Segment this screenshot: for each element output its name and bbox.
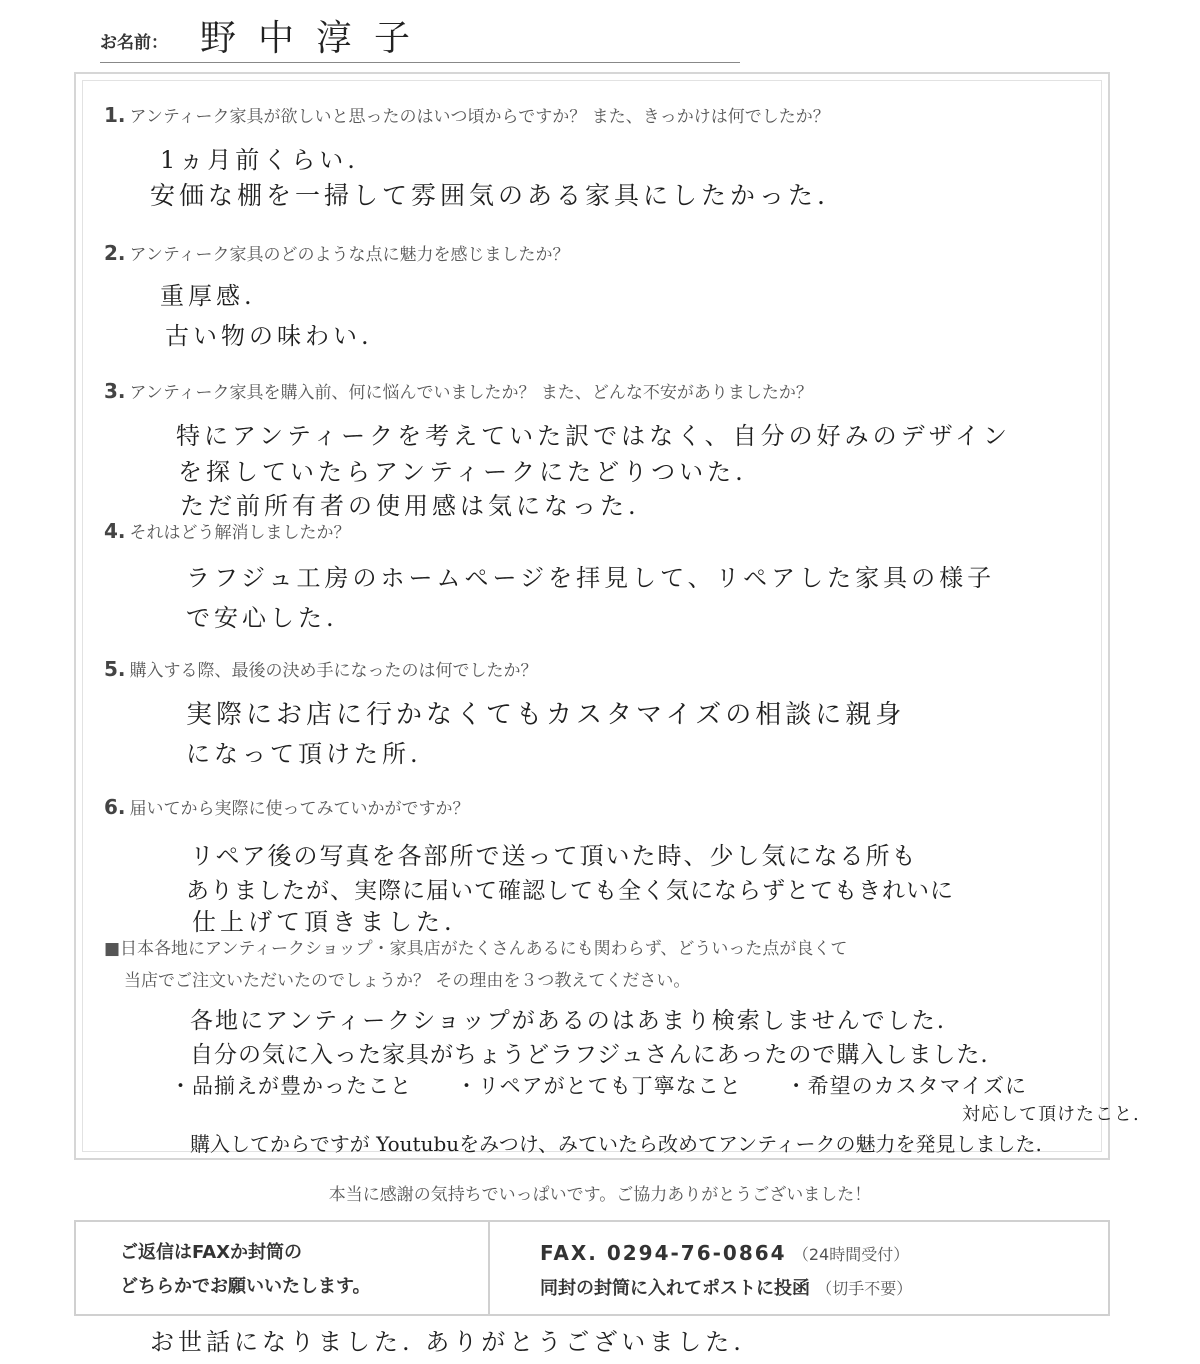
reply-box-divider [488, 1222, 490, 1314]
fax-line [540, 1236, 912, 1272]
question-5 [104, 656, 538, 681]
question-text: 届いてから実際に使ってみていかがですか？ [129, 799, 470, 819]
answer-5-line-2: になって頂けた所. [186, 740, 422, 768]
reply-box [74, 1220, 1110, 1316]
reply-methods [540, 1236, 912, 1306]
answer-2-line-1: 重厚感. [160, 282, 256, 310]
reason-answer-line-4: 対応して頂けたこと. [962, 1104, 1140, 1125]
answer-1-line-2: 安価な棚を一掃して雰囲気のある家具にしたかった. [150, 181, 829, 210]
name-handwritten: 野中淳子 [200, 18, 433, 59]
question-2 [104, 240, 569, 265]
answer-5-line-1: 実際にお店に行かなくてもカスタマイズの相談に親身 [186, 700, 906, 730]
fax-number: FAX. 0294-76-0864 [540, 1241, 787, 1265]
post-note: （切手不要） [816, 1279, 913, 1298]
reason-question-line-1: ■日本各地にアンティークショップ・家具店がたくさんあるにも関わらず、どういった点が良くて [104, 939, 848, 959]
name-underline [100, 62, 740, 63]
answer-4-line-2: で安心した. [186, 604, 338, 632]
question-number: 1. [104, 103, 126, 127]
name-row [100, 10, 1100, 60]
question-4 [104, 518, 351, 543]
question-number: 6. [104, 795, 126, 819]
question-text: アンティーク家具を購入前、何に悩んでいましたか？ また、どんな不安がありましたか？ [129, 383, 813, 403]
name-label: お名前： [100, 33, 168, 53]
question-number: 2. [104, 241, 126, 265]
answer-3-line-3: ただ前所有者の使用感は気になった. [180, 492, 640, 520]
reason-answer-line-1: 各地にアンティークショップがあるのはあまり検索しませんでした. [190, 1008, 947, 1034]
question-number: 3. [104, 379, 126, 403]
reply-instruction-line-2: どちらかでお願いいたします。 [120, 1276, 371, 1297]
reason-answer-line-3: ・品揃えが豊かったこと ・リペアがとても丁寧なこと ・希望のカスタマイズに [170, 1074, 1027, 1098]
answer-6-line-3: 仕上げて頂きました. [192, 908, 456, 936]
question-3 [104, 378, 813, 403]
reason-answer-line-2: 自分の気に入った家具がちょうどラフジュさんにあったので購入しました. [190, 1042, 989, 1068]
answer-6-line-1: リペア後の写真を各部所で送って頂いた時、少し気になる所も [190, 842, 918, 870]
question-text: アンティーク家具のどのような点に魅力を感じましたか？ [129, 245, 570, 265]
question-1 [104, 102, 830, 127]
post-instruction: 同封の封筒に入れてポストに投函 [540, 1278, 810, 1299]
answer-4-line-1: ラフジュ工房のホームページを拝見して、リペアした家具の様子 [186, 564, 996, 592]
answer-3-line-2: を探していたらアンティークにたどりついた. [178, 458, 747, 486]
question-text: 購入する際、最後の決め手になったのは何でしたか？ [129, 661, 538, 681]
question-text: アンティーク家具が欲しいと思ったのはいつ頃からですか？ また、きっかけは何でしたか？ [129, 107, 830, 127]
thanks-message: 本当に感謝の気持ちでいっぱいです。ご協力ありがとうございました！ [328, 1185, 872, 1205]
closing-handwritten-note: お世話になりました. ありがとうございました. [150, 1328, 745, 1356]
reason-answer-line-5: 購入してからですが Youtubuをみつけ、みていたら改めてアンティークの魅力を発見しました. [190, 1132, 1042, 1156]
post-line [540, 1272, 912, 1306]
question-number: 5. [104, 657, 126, 681]
answer-1-line-1: 1ヵ月前くらい. [160, 146, 359, 174]
answer-6-line-2: ありましたが、実際に届いて確認しても全く気にならずとてもきれいに [186, 878, 954, 904]
question-6 [104, 794, 470, 819]
question-number: 4. [104, 519, 126, 543]
reason-question-line-2: 当店でご注文いただいたのでしょうか？ その理由を３つ教えてください。 [124, 971, 691, 991]
fax-note: （24時間受付） [792, 1245, 910, 1264]
reply-instruction [120, 1236, 371, 1304]
reply-instruction-line-1: ご返信はFAXか封筒の [120, 1242, 303, 1263]
question-text: それはどう解消しましたか？ [129, 523, 351, 543]
answer-3-line-1: 特にアンティークを考えていた訳ではなく、自分の好みのデザイン [176, 422, 1011, 450]
answer-2-line-2: 古い物の味わい. [165, 322, 373, 350]
